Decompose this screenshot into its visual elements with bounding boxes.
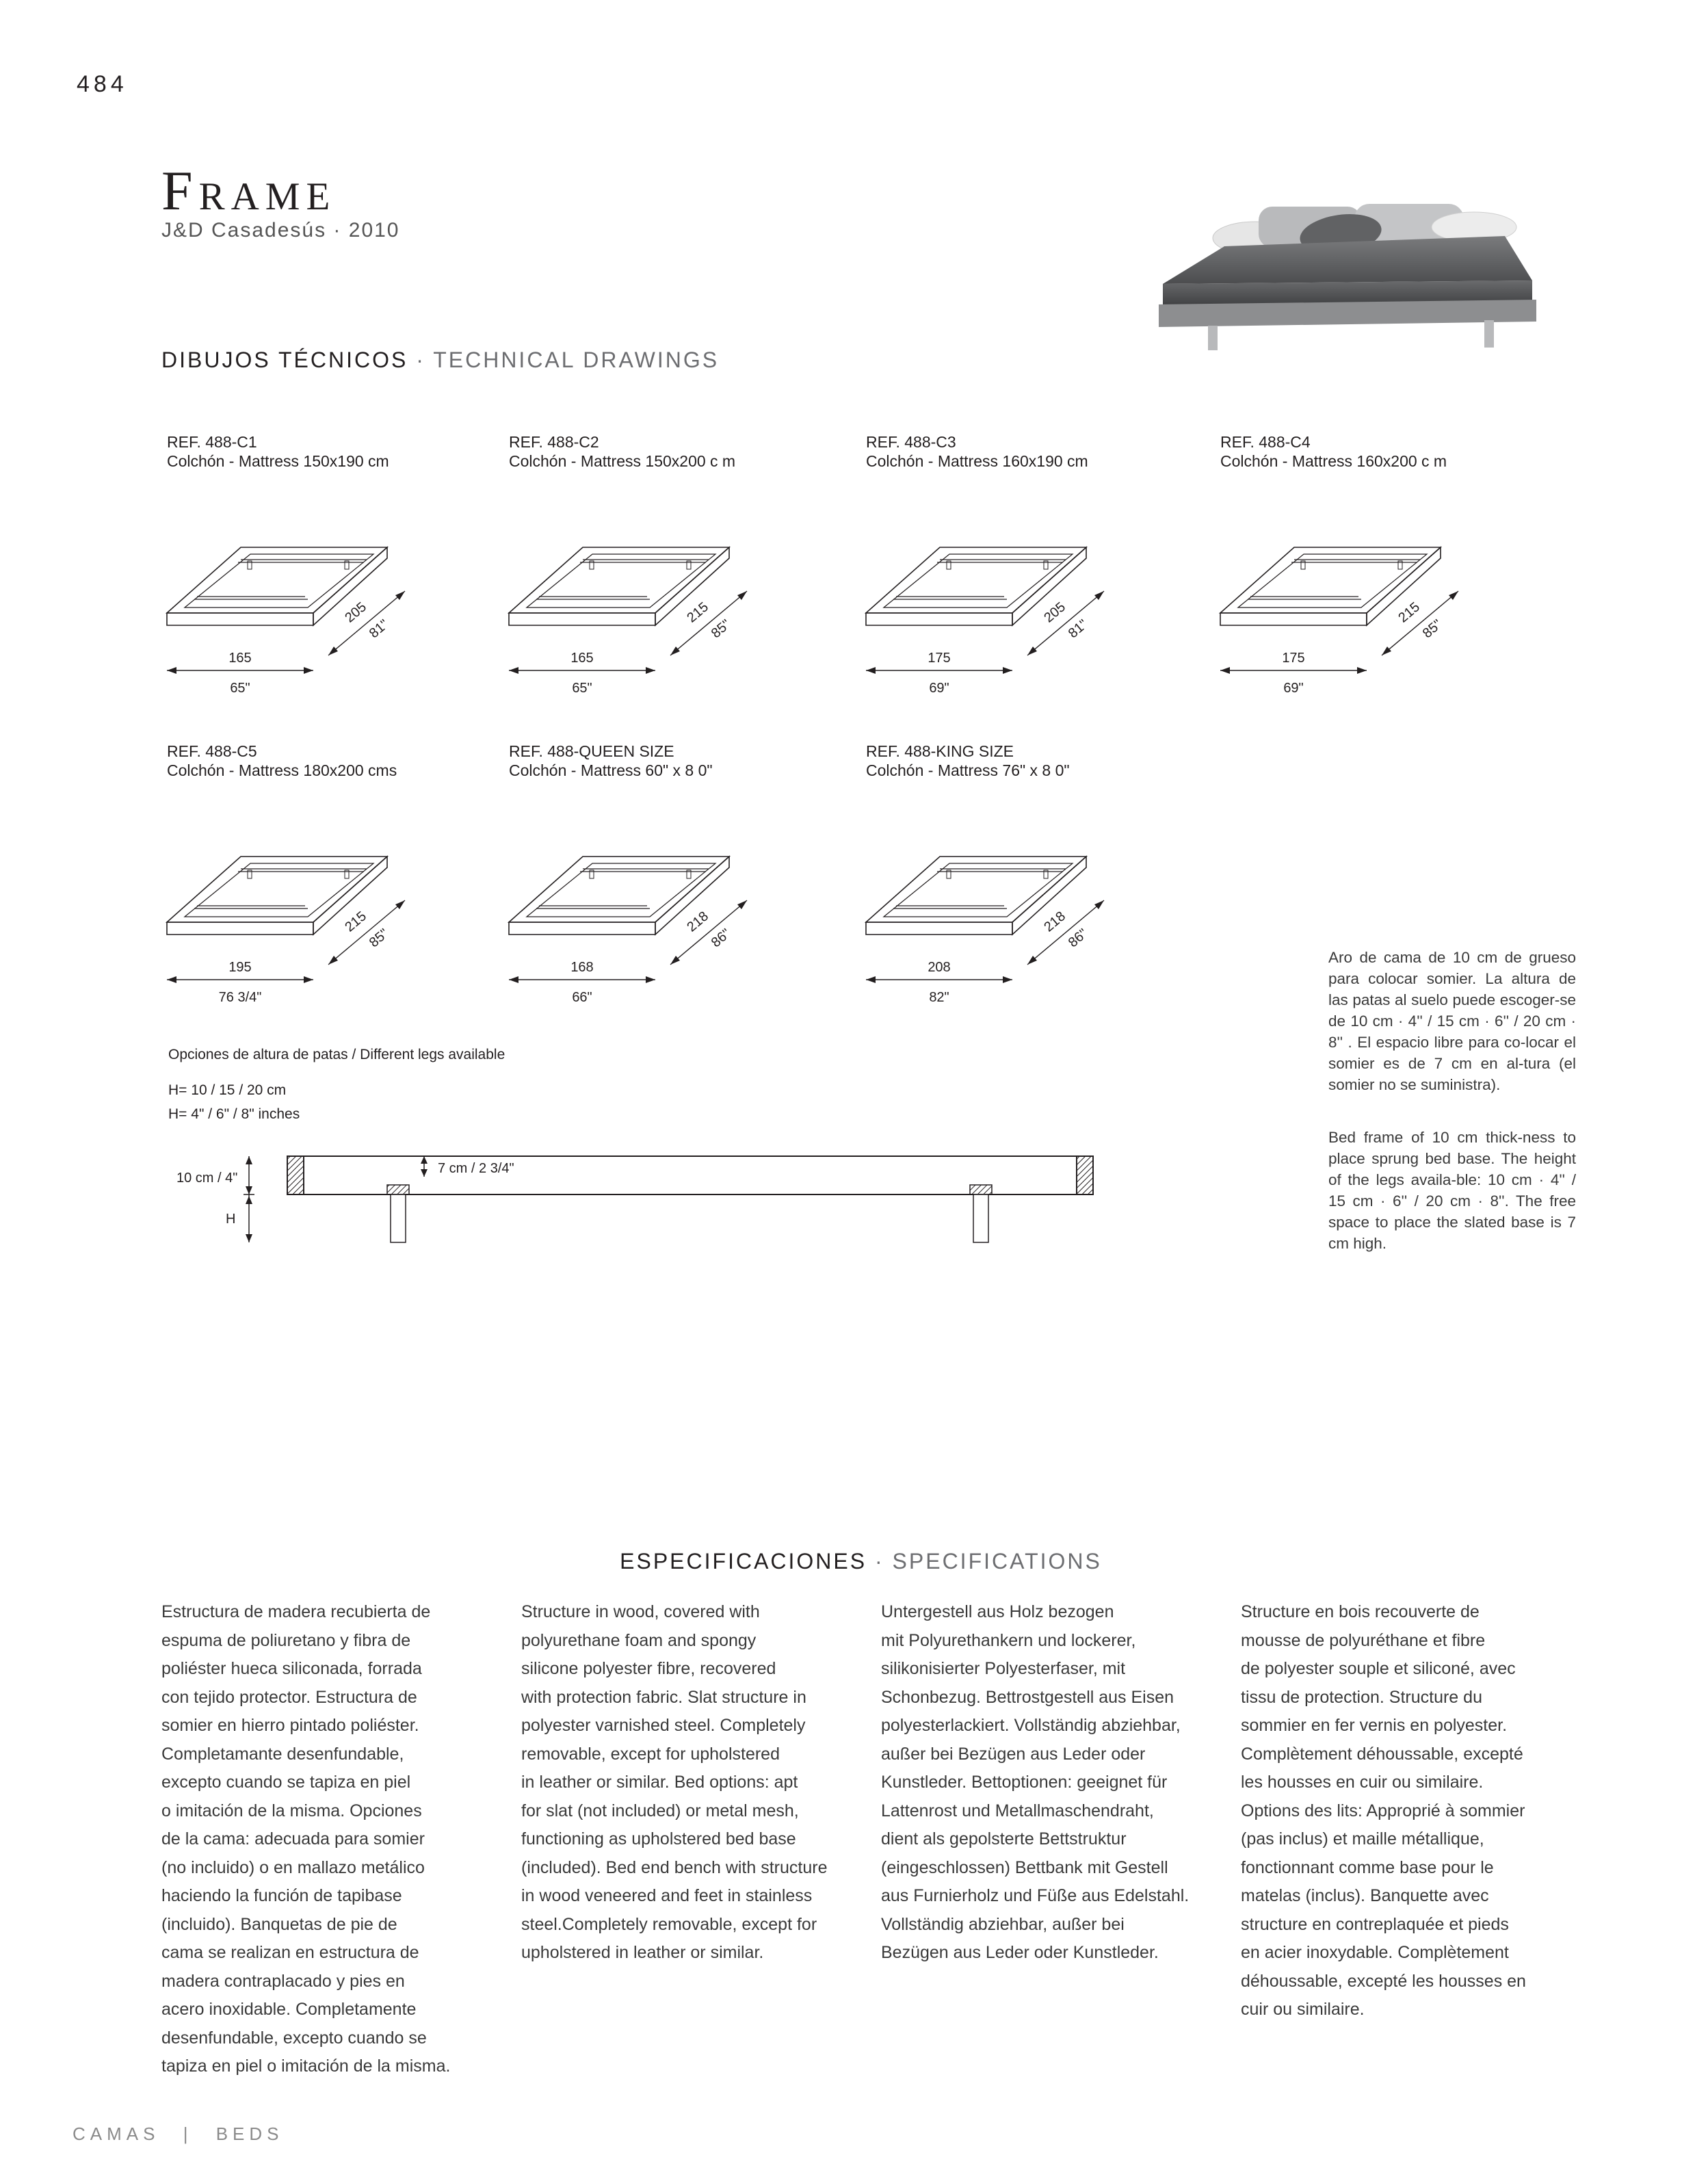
bed-drawing-6 [503, 850, 804, 1017]
length-in-label: 85" [366, 926, 392, 951]
spec-text-en: Structure in wood, covered with polyurethane foam and spongy silicone polyester fibre, recovered with protection fabric. Slat structure in polyester varnished steel. Completely removable, except for upholstered in leather or similar. Bed options: apt for slat (not included) or metal mesh, functioning as upholstered bed base (included). Bed end bench with structure in wood veneered and feet in stainless steel.Completely removable, except for upholstered in leather or similar. [521, 1602, 828, 1962]
width-cm-label: 175 [1282, 651, 1305, 666]
specifications-heading [0, 1549, 1708, 1574]
model-mattress-size: Colchón - Mattress 60" x 8 0" [509, 761, 713, 779]
width-cm-label: 165 [228, 651, 252, 666]
model-ref-c2 [509, 432, 735, 471]
width-in-label: 82" [929, 990, 949, 1005]
spec-text-de: Untergestell aus Holz bezogen mit Polyurethankern und lockerer, silikonisierter Polyesterfaser, mit Schonbezug. Bettrostgestell aus Eisen polyesterlackiert. Vollständig abziehbar, außer bei Bezügen aus Leder oder Kunstleder. Bettoptionen: geeignet für Lattenrost und Metallmaschendraht, dient als gepolsterte Bettstruktur (eingeschlossen) Bettbank mit Gestell aus Furnierholz und Füße aus Edelstahl. Vollständig abziehbar, außer bei Bezügen aus Leder oder Kunstleder. [881, 1602, 1190, 1962]
model-mattress-size: Colchón - Mattress 160x190 cm [866, 452, 1088, 470]
frame-section-drawing [164, 1142, 1108, 1252]
product-photo [1149, 198, 1560, 356]
model-ref-c1 [167, 432, 389, 471]
bed-drawing-5 [161, 850, 462, 1017]
width-cm-label: 165 [570, 651, 594, 666]
legs-heights-cm: H= 10 / 15 / 20 cm [168, 1082, 287, 1098]
frame-end-hatch-right [1077, 1156, 1093, 1194]
product-title: Frame [161, 159, 337, 222]
legs-options-title: Opciones de altura de patas / Different legs available [168, 1047, 505, 1062]
model-mattress-size: Colchón - Mattress 150x200 c m [509, 452, 736, 470]
length-cm-label: 215 [342, 909, 369, 935]
width-in-label: 69" [929, 681, 949, 696]
length-in-label: 81" [1065, 616, 1091, 642]
model-mattress-size: Colchón - Mattress 150x190 cm [167, 452, 389, 470]
model-ref-code: REF. 488-KING SIZE [866, 742, 1014, 760]
length-cm-label: 215 [1395, 599, 1423, 626]
bed-drawing-7 [860, 850, 1161, 1017]
model-ref-code: REF. 488-C4 [1220, 433, 1311, 451]
length-in-label: 81" [366, 616, 392, 642]
bed-drawing-1 [161, 540, 462, 708]
heading-separator: · [867, 1549, 893, 1573]
model-ref-code: REF. 488-C1 [167, 433, 257, 451]
width-in-label: 65" [572, 681, 592, 696]
spec-text-fr: Structure en bois recouverte de mousse de polyuréthane et fibre de polyester souple et siliconé, avec tissu de protection. Structure du sommier en fer vernis en polyester. Complètement déhoussable, excepté les housses en cuir ou similaire. Options des lits: Approprié à sommier (pas inclus) et maille métallique, fonctionnant comme base pour le matelas (inclus). Banquette avec structure en contreplaquée et pieds en acier inoxydable. Complètement déhoussable, excepté les housses en cuir ou similaire. [1241, 1602, 1526, 2019]
length-in-label: 86" [708, 926, 734, 951]
technical-drawings-heading [161, 348, 719, 373]
designer-credit: J&D Casadesús · 2010 [161, 219, 400, 241]
footer-category-es: CAMAS [73, 2124, 160, 2144]
width-in-label: 69" [1283, 681, 1304, 696]
model-mattress-size: Colchón - Mattress 180x200 cms [167, 761, 397, 779]
model-mattress-size: Colchón - Mattress 76" x 8 0" [866, 761, 1070, 779]
model-ref-c5 [167, 742, 397, 780]
legs-note-es: Aro de cama de 10 cm de grueso para colocar somier. La altura de las patas al suelo puede escoger-se de 10 cm · 4'' / 15 cm · 6'' / 20 cm · 8'' . El espacio libre para co-locar el somier es de 7 cm en al-tura (el somier no se suministra). [1328, 949, 1576, 1093]
model-ref-code: REF. 488-C3 [866, 433, 956, 451]
length-cm-label: 218 [1041, 909, 1068, 935]
bed-drawing-4 [1215, 540, 1516, 708]
frame-height-label: 10 cm / 4" [176, 1171, 238, 1186]
length-in-label: 85" [1419, 616, 1445, 642]
specifications-heading-es: ESPECIFICACIONES [620, 1549, 867, 1573]
legs-heights-in: H= 4" / 6" / 8" inches [168, 1106, 300, 1122]
model-ref-code: REF. 488-C2 [509, 433, 599, 451]
free-space-label: 7 cm / 2 3/4" [438, 1161, 514, 1176]
model-ref-king [866, 742, 1070, 780]
footer-category [73, 2124, 284, 2145]
length-cm-label: 215 [684, 599, 711, 626]
leg-left [391, 1194, 406, 1242]
length-in-label: 86" [1065, 926, 1091, 951]
footer-separator: | [183, 2124, 193, 2144]
heading-separator: · [408, 348, 434, 372]
legs-note-en: Bed frame of 10 cm thick-ness to place sprung bed base. The height of the legs availa-ble: 10 cm · 4'' / 15 cm · 6'' / 20 cm · 8''. The free space to place the slated base is 7 cm high. [1328, 1129, 1576, 1252]
length-cm-label: 205 [342, 599, 369, 626]
technical-drawings-heading-en: TECHNICAL DRAWINGS [433, 348, 720, 372]
model-ref-c3 [866, 432, 1088, 471]
width-in-label: 65" [230, 681, 250, 696]
length-cm-label: 205 [1041, 599, 1068, 626]
width-cm-label: 175 [928, 651, 951, 666]
leg-height-label: H [226, 1212, 236, 1227]
length-cm-label: 218 [684, 909, 711, 935]
leg-right [973, 1194, 988, 1242]
bed-drawing-3 [860, 540, 1161, 708]
width-in-label: 66" [572, 990, 592, 1005]
bed-drawing-2 [503, 540, 804, 708]
model-ref-queen [509, 742, 713, 780]
length-in-label: 85" [708, 616, 734, 642]
technical-drawings-heading-es: DIBUJOS TÉCNICOS [161, 348, 408, 372]
page-number: 484 [77, 71, 128, 97]
spec-text-es: Estructura de madera recubierta de espuma de poliuretano y fibra de poliéster hueca siliconada, forrada con tejido protector. Estructura de somier en hierro pintado poliéster. Completamante desenfundable, excepto cuando se tapiza en piel o imitación de la misma. Opciones de la cama: adecuada para somier (no incluido) o en mallazo metálico haciendo la función de tapibase (incluido). Banquetas de pie de cama se realizan en estructura de madera contraplacado y pies en acero inoxidable. Completamente desenfundable, excepto cuando se tapiza en piel o imitación de la misma. [161, 1602, 451, 2076]
width-cm-label: 208 [928, 960, 951, 975]
model-ref-code: REF. 488-QUEEN SIZE [509, 742, 674, 760]
footer-category-en: BEDS [215, 2124, 284, 2144]
model-mattress-size: Colchón - Mattress 160x200 c m [1220, 452, 1447, 470]
model-ref-code: REF. 488-C5 [167, 742, 257, 760]
model-ref-c4 [1220, 432, 1447, 471]
width-in-label: 76 3/4" [218, 990, 262, 1005]
width-cm-label: 168 [570, 960, 594, 975]
frame-end-hatch-left [287, 1156, 304, 1194]
width-cm-label: 195 [228, 960, 252, 975]
specifications-heading-en: SPECIFICATIONS [892, 1549, 1102, 1573]
